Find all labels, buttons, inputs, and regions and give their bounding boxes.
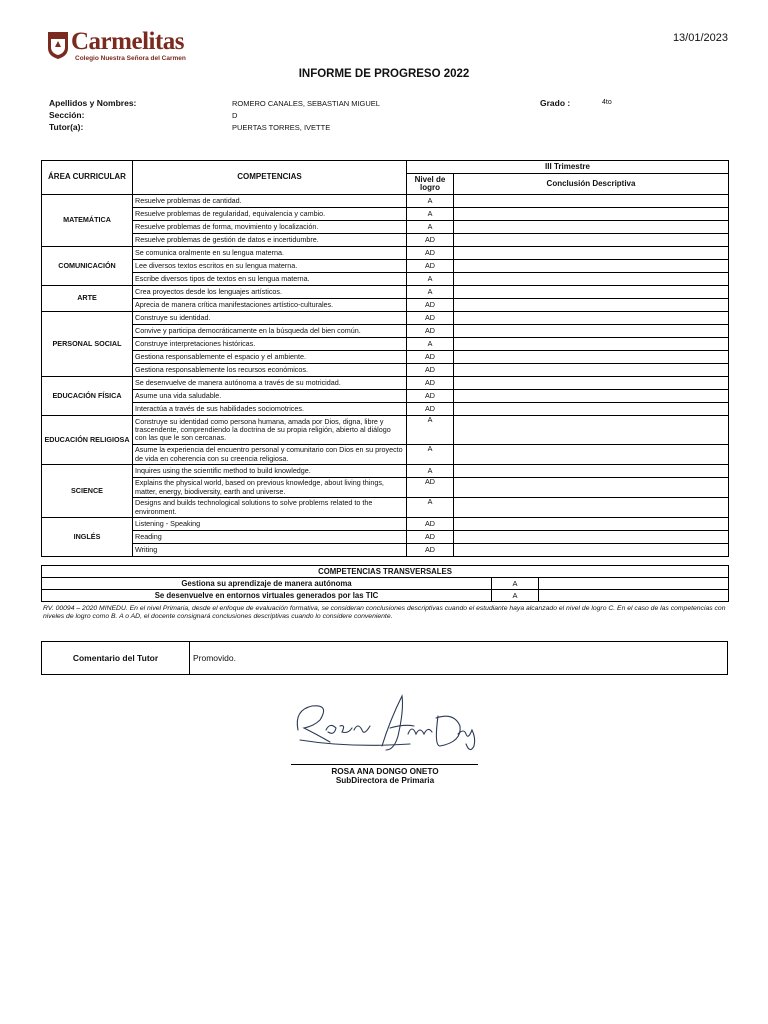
achievement-level: AD [407, 247, 454, 260]
transversal-row [42, 578, 729, 590]
achievement-level: AD [407, 299, 454, 312]
descriptive-conclusion [454, 351, 729, 364]
transversal-table [41, 565, 729, 602]
competency-text: Listening - Speaking [133, 518, 407, 531]
signatory-name: ROSA ANA DONGO ONETO [331, 767, 439, 776]
page-title: INFORME DE PROGRESO 2022 [298, 68, 470, 80]
table-row [42, 478, 729, 498]
transversal-competency: Se desenvuelve en entornos virtuales generados por las TIC [42, 590, 492, 602]
descriptive-conclusion [454, 416, 729, 445]
table-row [42, 498, 729, 518]
achievement-level: A [407, 286, 454, 299]
transversal-level: A [492, 590, 539, 602]
header-competencies: COMPETENCIAS [133, 161, 407, 195]
tutor-comment-label: Comentario del Tutor [42, 642, 190, 675]
competency-text: Gestiona responsablemente los recursos económicos. [133, 364, 407, 377]
achievement-level: A [407, 445, 454, 465]
descriptive-conclusion [454, 195, 729, 208]
competency-text: Crea proyectos desde los lenguajes artísticos. [133, 286, 407, 299]
transversal-level: A [492, 578, 539, 590]
descriptive-conclusion [454, 478, 729, 498]
table-row [42, 518, 729, 531]
achievement-level: AD [407, 364, 454, 377]
achievement-level: A [407, 208, 454, 221]
achievement-level: AD [407, 325, 454, 338]
achievement-level: AD [407, 531, 454, 544]
competency-text: Designs and builds technological solutions to solve problems related to the environment. [133, 498, 407, 518]
tutor-label: Tutor(a): [49, 122, 84, 132]
header-conclusion: Conclusión Descriptiva [454, 174, 729, 195]
competency-text: Aprecia de manera crítica manifestaciones artístico-culturales. [133, 299, 407, 312]
grade-label: Grado : [540, 98, 571, 108]
achievement-level: A [407, 498, 454, 518]
transversal-title: COMPETENCIAS TRANSVERSALES [42, 566, 729, 578]
table-row [42, 377, 729, 390]
competencies-body [42, 195, 729, 557]
achievement-level: AD [407, 377, 454, 390]
descriptive-conclusion [454, 234, 729, 247]
competency-text: Construye su identidad. [133, 312, 407, 325]
table-row [42, 445, 729, 465]
achievement-level: A [407, 338, 454, 351]
transversal-row [42, 590, 729, 602]
descriptive-conclusion [454, 273, 729, 286]
achievement-level: AD [407, 234, 454, 247]
table-row [42, 325, 729, 338]
descriptive-conclusion [454, 299, 729, 312]
table-row [42, 531, 729, 544]
table-row [42, 312, 729, 325]
tutor-comment-value: Promovido. [190, 642, 728, 675]
competency-text: Construye su identidad como persona humana, amada por Dios, digna, libre y trascendente, comprendiendo la doctrina de su propia religión, abierto al diálogo con las que le son cercanas. [133, 416, 407, 445]
table-row [42, 403, 729, 416]
grade-value: 4to [602, 99, 612, 106]
table-row [42, 221, 729, 234]
competency-text: Construye interpretaciones históricas. [133, 338, 407, 351]
section-value: D [232, 111, 238, 120]
achievement-level: AD [407, 518, 454, 531]
report-date: 13/01/2023 [672, 32, 728, 44]
competency-text: Asume una vida saludable. [133, 390, 407, 403]
tutor-comment-table [41, 641, 728, 675]
transversal-conclusion [539, 590, 729, 602]
competency-text: Explains the physical world, based on previous knowledge, about living things, matter, energy, biodiversity, earth and universe. [133, 478, 407, 498]
achievement-level: A [407, 195, 454, 208]
name-label: Apellidos y Nombres: [49, 98, 137, 108]
area-name: COMUNICACIÓN [42, 247, 133, 286]
table-row [42, 390, 729, 403]
competency-text: Asume la experiencia del encuentro personal y comunitario con Dios en su proyecto de vida en coherencia con su creencia religiosa. [133, 445, 407, 465]
signature-image [290, 690, 480, 760]
competency-text: Interactúa a través de sus habilidades sociomotrices. [133, 403, 407, 416]
table-row [42, 338, 729, 351]
table-row [42, 544, 729, 557]
logo-subtitle: Colegio Nuestra Señora del Carmen [75, 55, 186, 62]
competency-text: Resuelve problemas de forma, movimiento y localización. [133, 221, 407, 234]
transversal-competency: Gestiona su aprendizaje de manera autónoma [42, 578, 492, 590]
table-row [42, 299, 729, 312]
descriptive-conclusion [454, 208, 729, 221]
competency-text: Resuelve problemas de regularidad, equivalencia y cambio. [133, 208, 407, 221]
achievement-level: AD [407, 260, 454, 273]
area-name: MATEMÁTICA [42, 195, 133, 247]
competency-text: Resuelve problemas de gestión de datos e incertidumbre. [133, 234, 407, 247]
descriptive-conclusion [454, 518, 729, 531]
name-value: ROMERO CANALES, SEBASTIAN MIGUEL [232, 99, 380, 108]
table-row [42, 286, 729, 299]
descriptive-conclusion [454, 531, 729, 544]
descriptive-conclusion [454, 338, 729, 351]
minedu-note: RV. 00094 – 2020 MINEDU. En el nivel Primaria, desde el enfoque de evaluación formativa, se consideran conclusiones descriptivas cuando el estudiante haya alcanzado el nivel de logro C. En el caso de las competencias con niveles de logro como B. A o AD, el docente consignará conclusiones descriptivas cuando lo considere conveniente. [43, 605, 726, 620]
area-name: PERSONAL SOCIAL [42, 312, 133, 377]
descriptive-conclusion [454, 247, 729, 260]
header-trimester: III Trimestre [407, 161, 729, 174]
descriptive-conclusion [454, 286, 729, 299]
achievement-level: A [407, 221, 454, 234]
descriptive-conclusion [454, 325, 729, 338]
descriptive-conclusion [454, 544, 729, 557]
table-row [42, 208, 729, 221]
competency-text: Lee diversos textos escritos en su lengua materna. [133, 260, 407, 273]
competency-text: Escribe diversos tipos de textos en su lengua materna. [133, 273, 407, 286]
descriptive-conclusion [454, 364, 729, 377]
table-row [42, 195, 729, 208]
competency-text: Gestiona responsablemente el espacio y el ambiente. [133, 351, 407, 364]
section-label: Sección: [49, 110, 85, 120]
table-row [42, 260, 729, 273]
area-name: EDUCACIÓN FÍSICA [42, 377, 133, 416]
descriptive-conclusion [454, 498, 729, 518]
achievement-level: A [407, 416, 454, 445]
area-name: INGLÉS [42, 518, 133, 557]
logo-wordmark: Carmelitas [71, 28, 185, 55]
school-crest-icon [46, 32, 70, 60]
table-row [42, 364, 729, 377]
achievement-level: A [407, 465, 454, 478]
descriptive-conclusion [454, 403, 729, 416]
table-row [42, 273, 729, 286]
transversal-conclusion [539, 578, 729, 590]
area-name: SCIENCE [42, 465, 133, 518]
competencies-table [41, 160, 729, 557]
school-logo [46, 30, 186, 66]
competency-text: Writing [133, 544, 407, 557]
area-name: EDUCACIÓN RELIGIOSA [42, 416, 133, 465]
achievement-level: AD [407, 312, 454, 325]
achievement-level: AD [407, 351, 454, 364]
table-row [42, 247, 729, 260]
descriptive-conclusion [454, 312, 729, 325]
achievement-level: AD [407, 403, 454, 416]
signatory-block [280, 767, 490, 785]
descriptive-conclusion [454, 390, 729, 403]
competency-text: Convive y participa democráticamente en la búsqueda del bien común. [133, 325, 407, 338]
competency-text: Resuelve problemas de cantidad. [133, 195, 407, 208]
table-row [42, 351, 729, 364]
descriptive-conclusion [454, 221, 729, 234]
header-area: ÁREA CURRICULAR [42, 161, 133, 195]
competency-text: Se desenvuelve de manera autónoma a través de su motricidad. [133, 377, 407, 390]
competency-text: Se comunica oralmente en su lengua materna. [133, 247, 407, 260]
descriptive-conclusion [454, 445, 729, 465]
table-row [42, 465, 729, 478]
table-row [42, 416, 729, 445]
header-level: Nivel de logro [407, 174, 454, 195]
signature-line [291, 764, 478, 765]
descriptive-conclusion [454, 377, 729, 390]
signatory-role: SubDirectora de Primaria [335, 776, 435, 785]
achievement-level: AD [407, 544, 454, 557]
achievement-level: AD [407, 390, 454, 403]
tutor-value: PUERTAS TORRES, IVETTE [232, 123, 331, 132]
competency-text: Reading [133, 531, 407, 544]
descriptive-conclusion [454, 465, 729, 478]
descriptive-conclusion [454, 260, 729, 273]
achievement-level: A [407, 273, 454, 286]
achievement-level: AD [407, 478, 454, 498]
table-row [42, 234, 729, 247]
area-name: ARTE [42, 286, 133, 312]
competency-text: Inquires using the scientific method to build knowledge. [133, 465, 407, 478]
